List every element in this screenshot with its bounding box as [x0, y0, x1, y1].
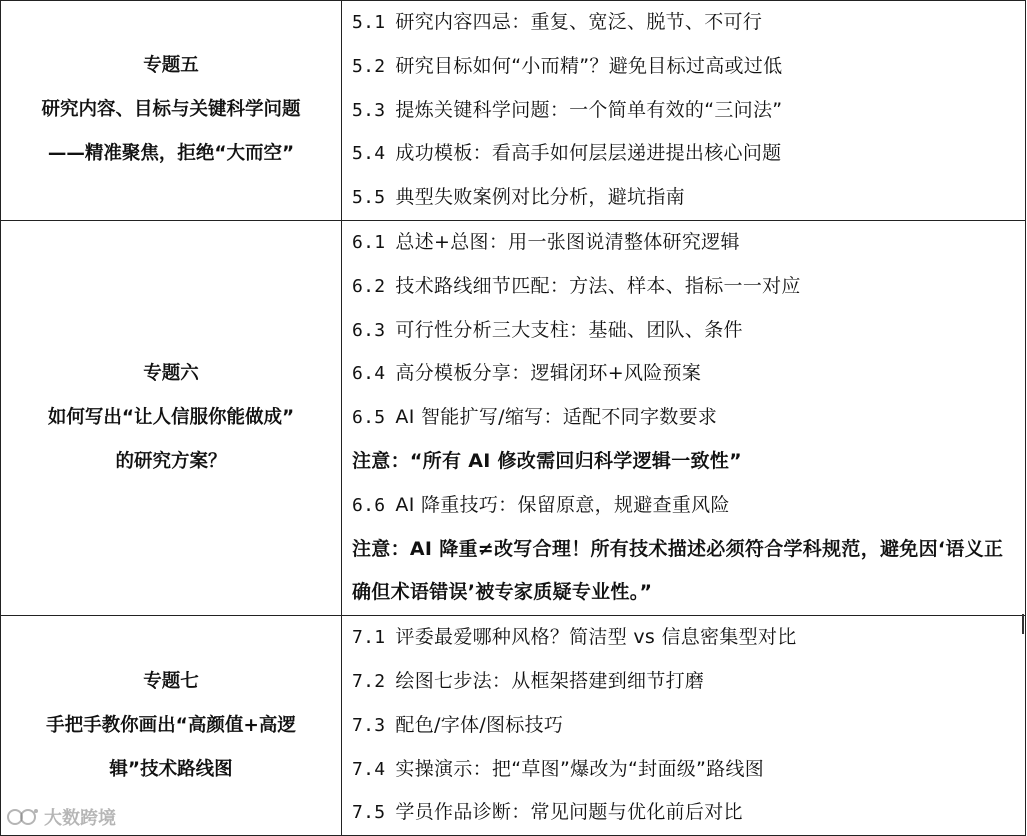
item-text: 可行性分析三大支柱：基础、团队、条件	[395, 318, 743, 341]
item-number: 5.1	[352, 12, 386, 33]
item-text: 评委最爱哪种风格？简洁型 vs 信息密集型对比	[395, 626, 797, 649]
list-item	[352, 484, 1025, 528]
section-row-6	[1, 220, 1026, 615]
note-text: 注意：AI 降重≠改写合理！所有技术描述必须符合学科规范，避免因‘语义正确但术语错误’被专家质疑专业性。”	[352, 537, 1004, 604]
watermark-text: 大数跨境	[44, 808, 116, 829]
item-text: 技术路线细节匹配：方法、样本、指标一一对应	[395, 274, 801, 297]
section-row-7	[1, 616, 1026, 836]
items-cell-7	[342, 616, 1026, 836]
item-text: 高分模板分享：逻辑闭环+风险预案	[395, 362, 702, 385]
list-item	[352, 45, 1025, 89]
item-number: 7.5	[352, 802, 386, 824]
list-item	[352, 176, 1025, 220]
topic-cell-6	[1, 220, 342, 615]
item-number: 6.6	[352, 494, 386, 516]
topic-title: 专题五	[143, 55, 199, 77]
item-number: 6.3	[352, 319, 386, 341]
item-number: 7.1	[352, 627, 386, 649]
item-text: 提炼关键科学问题：一个简单有效的“三问法”	[395, 98, 783, 121]
items-cell-5	[342, 1, 1026, 221]
item-number: 7.2	[352, 670, 386, 692]
list-item	[352, 89, 1025, 133]
item-text: 学员作品诊断：常见问题与优化前后对比	[395, 801, 743, 824]
item-number: 5.4	[352, 143, 386, 165]
item-text: 研究内容四忌：重复、宽泛、脱节、不可行	[395, 11, 763, 33]
topic-subtitle: 手把手教你画出“高颜值+高逻	[46, 714, 296, 736]
topic-subtitle: 研究内容、目标与关键科学问题	[41, 99, 301, 121]
list-item	[352, 309, 1025, 353]
topic-title: 专题六	[143, 363, 199, 385]
section-row-5	[1, 1, 1026, 221]
list-item	[352, 791, 1025, 835]
list-item	[352, 616, 1025, 660]
topic-cell-7	[1, 616, 342, 836]
item-text: 研究目标如何“小而精”？避免目标过高或过低	[395, 54, 783, 77]
list-item	[352, 396, 1025, 440]
topic-subtitle: ——精准聚焦，拒绝“大而空”	[47, 143, 295, 165]
list-item	[352, 748, 1025, 792]
item-text: 配色/字体/图标技巧	[395, 713, 564, 736]
note-text: 注意：“所有 AI 修改需回归科学逻辑一致性”	[352, 449, 742, 472]
watermark	[6, 804, 116, 830]
list-item	[352, 1, 1025, 45]
list-item	[352, 352, 1025, 396]
list-item	[352, 132, 1025, 176]
item-number: 7.4	[352, 758, 386, 780]
text-cursor	[1022, 614, 1024, 634]
item-number: 5.5	[352, 187, 386, 209]
list-item	[352, 704, 1025, 748]
item-text: 实操演示：把“草图”爆改为“封面级”路线图	[395, 757, 765, 780]
item-text: AI 智能扩写/缩写：适配不同字数要求	[395, 406, 718, 429]
item-text: AI 降重技巧：保留原意，规避查重风险	[395, 493, 730, 516]
logo-icon	[6, 806, 40, 828]
item-text: 典型失败案例对比分析，避坑指南	[395, 186, 685, 209]
item-number: 5.2	[352, 55, 386, 77]
item-text: 绘图七步法：从框架搭建到细节打磨	[395, 669, 705, 692]
items-cell-6	[342, 220, 1026, 615]
topic-title: 专题七	[143, 670, 199, 692]
item-number: 6.4	[352, 363, 386, 385]
item-number: 5.3	[352, 99, 386, 121]
list-item	[352, 660, 1025, 704]
topic-subtitle: 如何写出“让人信服你能做成”	[47, 407, 295, 429]
item-number: 7.3	[352, 714, 386, 736]
topic-subtitle: 的研究方案？	[115, 451, 227, 473]
topic-subtitle: 辑”技术路线图	[109, 758, 233, 780]
topic-cell-5	[1, 1, 342, 221]
item-number: 6.1	[352, 231, 386, 253]
item-number: 6.2	[352, 275, 386, 297]
list-item	[352, 265, 1025, 309]
item-number: 6.5	[352, 407, 386, 429]
item-text: 成功模板：看高手如何层层递进提出核心问题	[395, 142, 782, 165]
list-item	[352, 221, 1025, 265]
item-text: 总述+总图：用一张图说清整体研究逻辑	[395, 230, 740, 253]
